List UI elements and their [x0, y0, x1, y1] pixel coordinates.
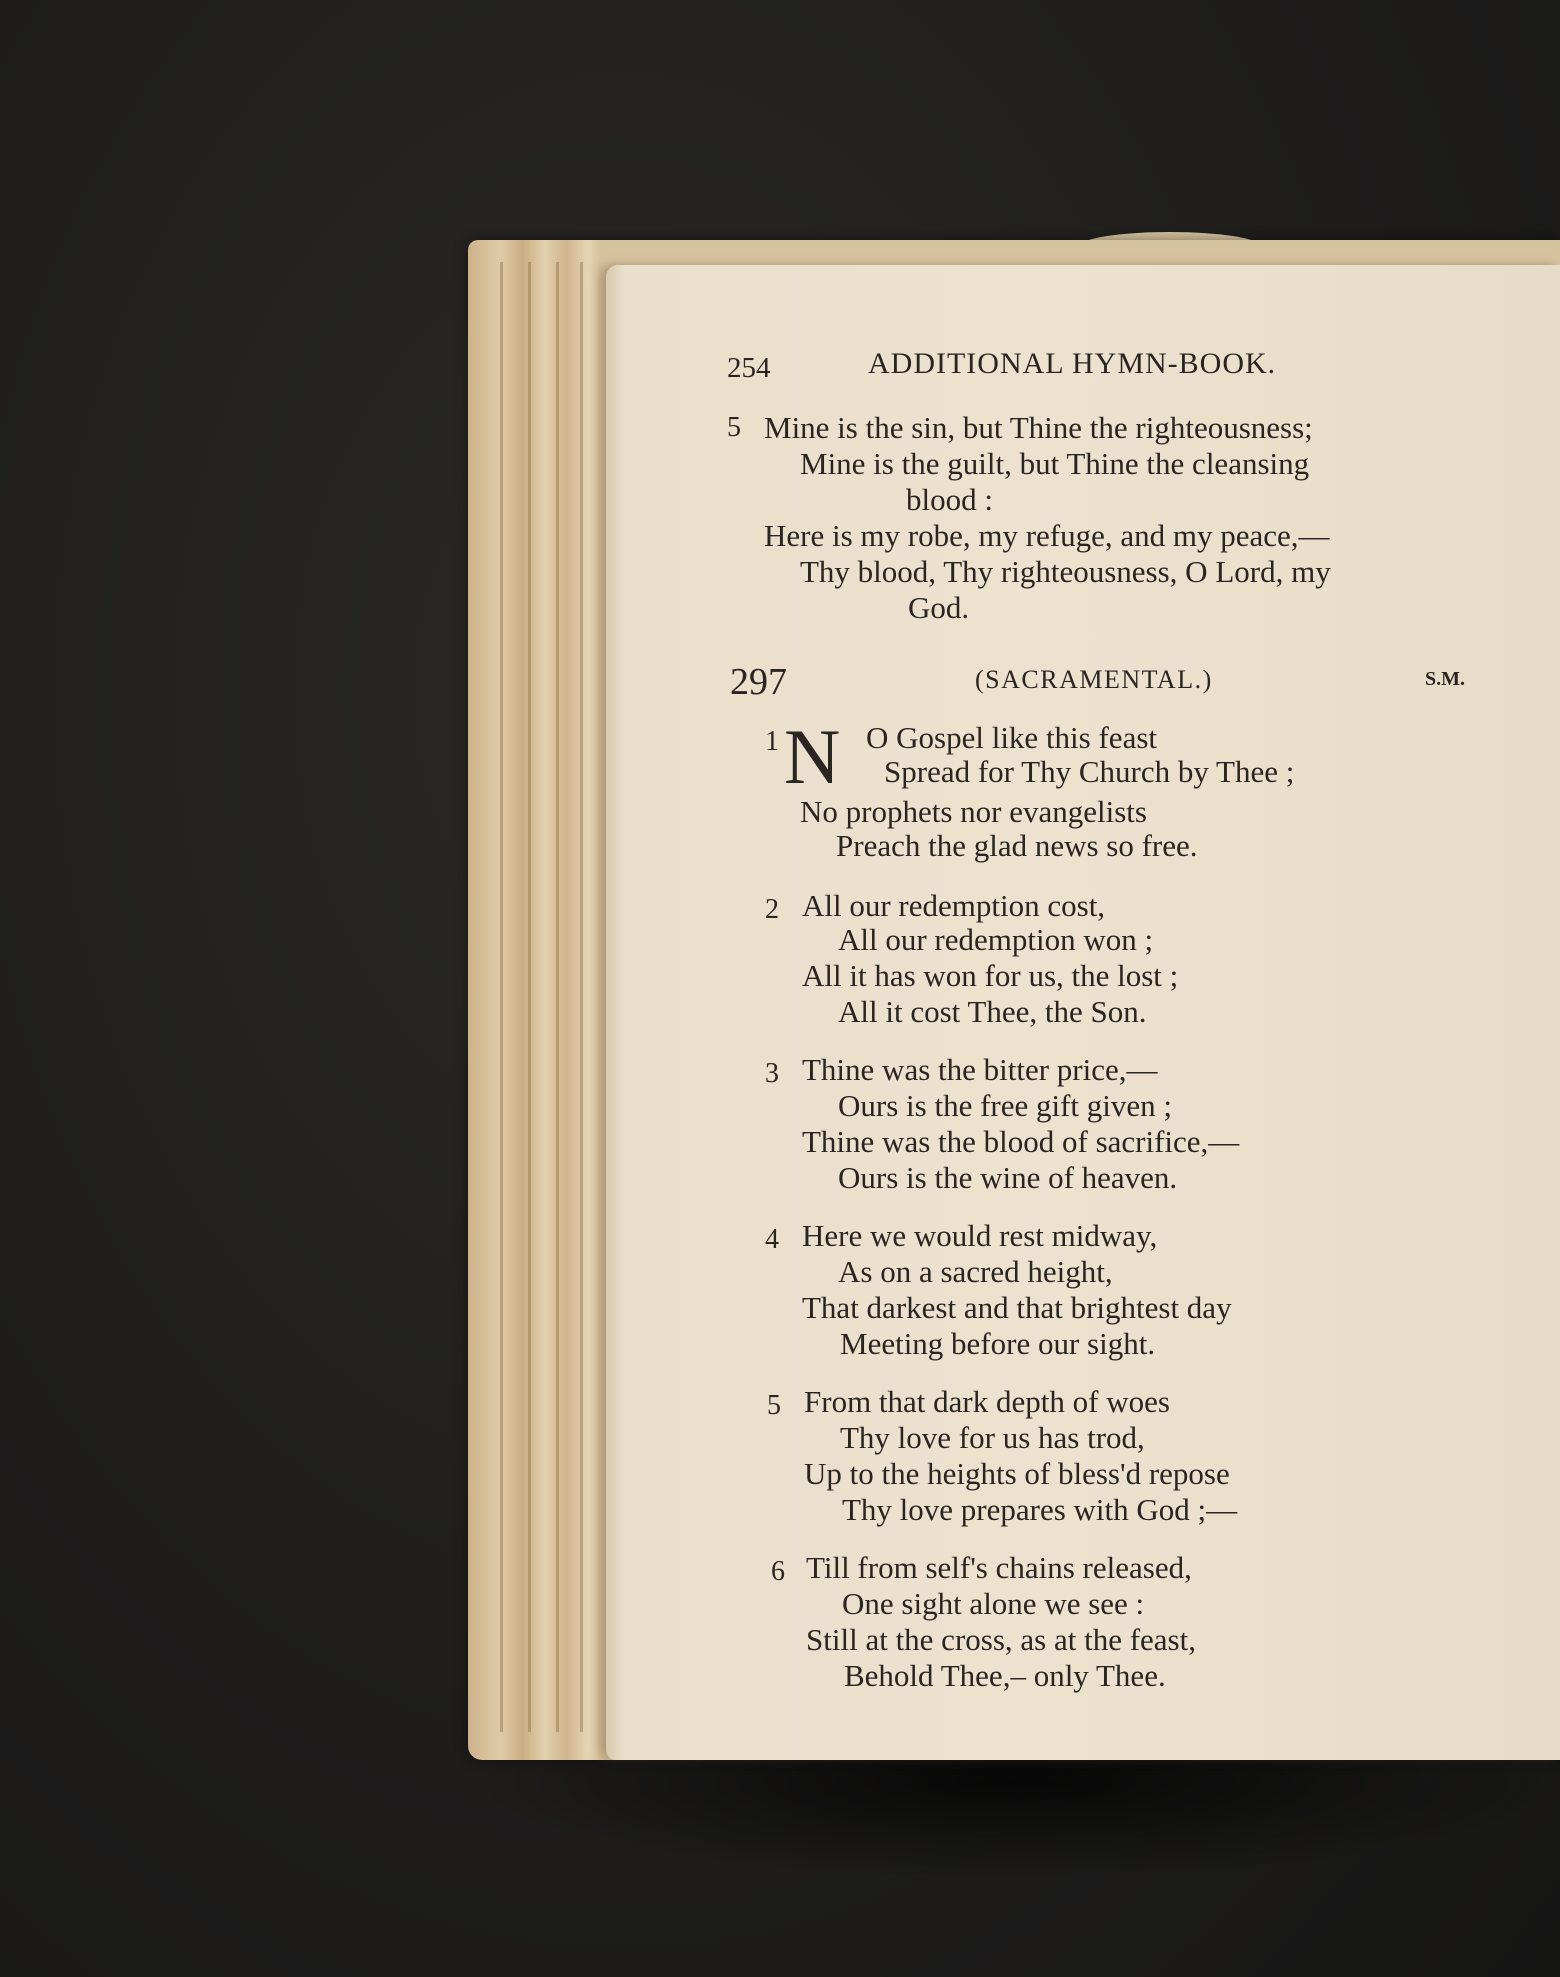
page-edge-line	[580, 262, 583, 1732]
verse-line: Here we would rest midway,	[802, 1218, 1158, 1253]
verse-line: All it cost Thee, the Son.	[838, 994, 1147, 1029]
verse-line: Thine was the bitter price,—	[802, 1052, 1158, 1087]
verse-line: All it has won for us, the lost ;	[802, 958, 1179, 993]
page-edge-line	[500, 262, 503, 1732]
verse-line: Thy love prepares with God ;—	[842, 1492, 1238, 1527]
verse-line: Till from self's chains released,	[806, 1550, 1192, 1585]
verse-line: Up to the heights of bless'd repose	[804, 1456, 1230, 1491]
drop-cap: N	[784, 713, 841, 800]
verse-number: 6	[771, 1556, 785, 1587]
verse-line: That darkest and that brightest day	[802, 1290, 1232, 1325]
verse-line: O Gospel like this feast	[866, 720, 1158, 755]
verse-line: As on a sacred height,	[838, 1254, 1113, 1289]
verse-line: Here is my robe, my refuge, and my peace,—	[764, 518, 1330, 553]
hymn-number: 297	[730, 661, 787, 703]
verse-line: Still at the cross, as at the feast,	[806, 1622, 1196, 1657]
verse-line: Thine was the blood of sacrifice,—	[802, 1124, 1240, 1159]
verse-line: All our redemption cost,	[802, 888, 1106, 923]
verse-line: Ours is the free gift given ;	[838, 1088, 1173, 1123]
verse-line: Meeting before our sight.	[840, 1326, 1156, 1361]
verse-number: 5	[727, 412, 741, 443]
verse-line: Thy love for us has trod,	[840, 1420, 1145, 1455]
verse-number: 5	[767, 1390, 781, 1421]
page-edge-line	[528, 262, 531, 1732]
verse-line: One sight alone we see :	[842, 1586, 1145, 1621]
verse-line: All our redemption won ;	[838, 922, 1154, 957]
verse-number: 3	[765, 1058, 779, 1089]
verse-line: From that dark depth of woes	[804, 1384, 1170, 1419]
verse-line: Preach the glad news so free.	[836, 828, 1198, 863]
verse-line: Behold Thee,– only Thee.	[844, 1658, 1166, 1693]
verse-line: Mine is the sin, but Thine the righteousness;	[764, 410, 1313, 445]
running-title: ADDITIONAL HYMN-BOOK.	[868, 347, 1277, 380]
page-number: 254	[727, 352, 771, 384]
verse-line: blood :	[906, 482, 993, 517]
verse-line: Spread for Thy Church by Thee ;	[884, 754, 1295, 789]
book-shadow	[470, 1740, 1560, 1880]
verse-number: 4	[765, 1224, 779, 1255]
hymn-category: (SACRAMENTAL.)	[975, 665, 1213, 694]
verse-line: Mine is the guilt, but Thine the cleansing	[800, 446, 1310, 481]
verse-line: God.	[908, 590, 970, 625]
verse-line: Ours is the wine of heaven.	[838, 1160, 1178, 1195]
verse-line: Thy blood, Thy righteousness, O Lord, my	[800, 554, 1331, 589]
page-edge-line	[556, 262, 559, 1732]
verse-number: 1	[765, 726, 779, 757]
verse-number: 2	[765, 894, 779, 925]
meter-label: S.M.	[1425, 668, 1465, 690]
verse-line: No prophets nor evangelists	[800, 794, 1147, 829]
